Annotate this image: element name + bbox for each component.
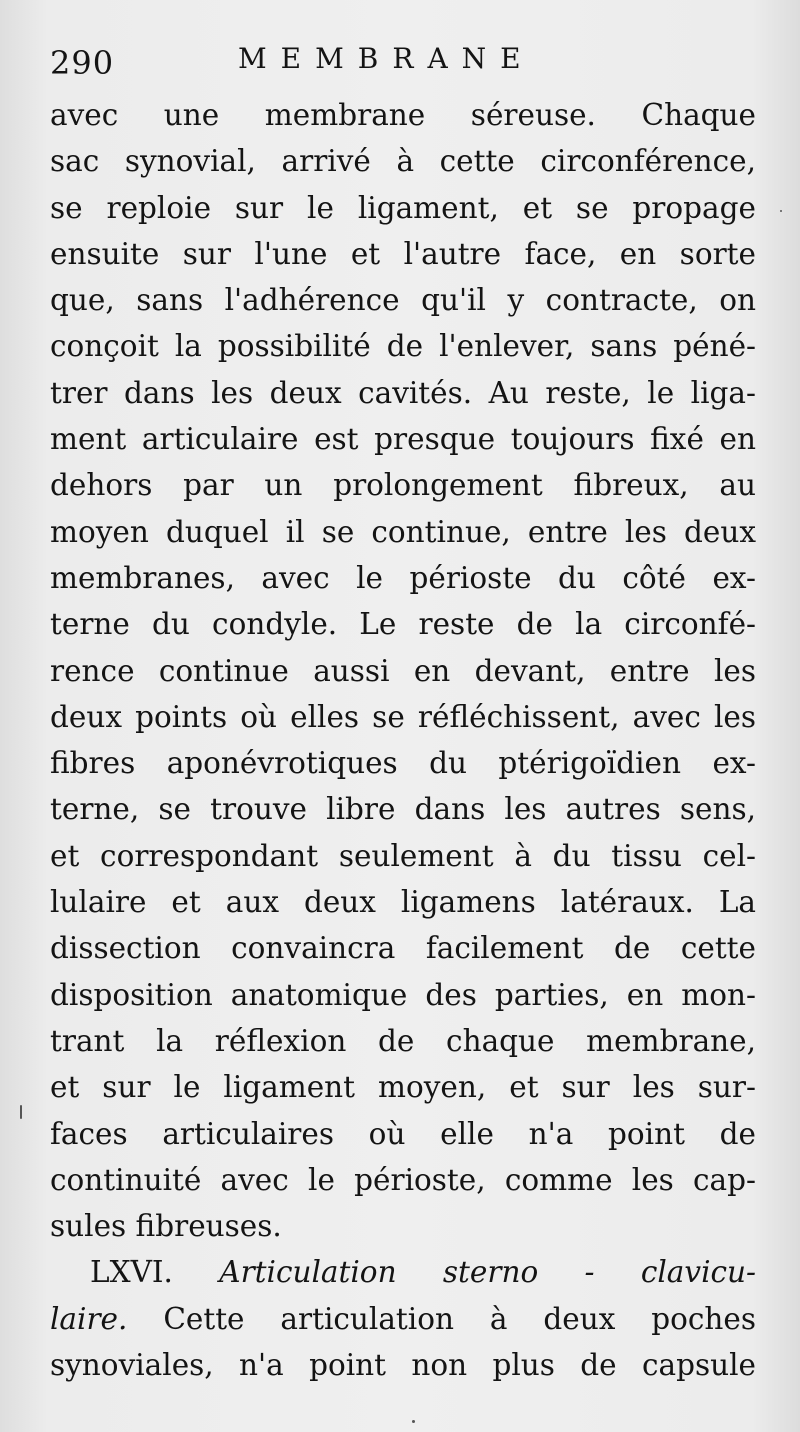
text-line: dehors par un prolongement fibreux, au (50, 468, 756, 503)
text-line: trer dans les deux cavités. Au reste, le liga- (50, 375, 756, 410)
text-line: ensuite sur l'une et l'autre face, en sorte (50, 236, 756, 271)
text-line: deux points où elles se réfléchissent, avec les (50, 699, 756, 734)
text-line: trant la réflexion de chaque membrane, (50, 1023, 756, 1058)
text-line: ment articulaire est presque toujours fixé en (50, 422, 756, 457)
text-line-paragraph-end: sules fibreuses. (50, 1209, 282, 1244)
running-title: MEMBRANE (238, 42, 535, 75)
section-title-end: laire. (50, 1301, 128, 1336)
text-line: terne du condyle. Le reste de la circonfé- (50, 607, 756, 642)
text-line: conçoit la possibilité de l'enlever, sans péné- (50, 329, 756, 364)
text-line: sac synovial, arrivé à cette circonférence, (50, 144, 756, 179)
section-title-continuation-line (50, 1296, 756, 1342)
body-text (50, 92, 756, 1388)
text-line: que, sans l'adhérence qu'il y contracte, on (50, 283, 756, 318)
text-line: lulaire et aux deux ligamens latéraux. La (50, 885, 756, 920)
section-heading-line (50, 1249, 756, 1295)
text-line: et correspondant seulement à du tissu cel- (50, 838, 756, 873)
text-line: synoviales, n'a point non plus de capsule (50, 1348, 756, 1383)
text-line: avec une membrane séreuse. Chaque (50, 98, 756, 132)
text-line: faces articulaires où elle n'a point de (50, 1116, 756, 1151)
page-header (50, 38, 770, 88)
text-line: continuité avec le périoste, comme les cap- (50, 1162, 756, 1197)
text-line: terne, se trouve libre dans les autres sens, (50, 792, 756, 827)
paper-speck (780, 210, 782, 212)
text-line: disposition anatomique des parties, en mon- (50, 977, 756, 1012)
text-line: se reploie sur le ligament, et se propage (50, 190, 756, 225)
text-line: membranes, avec le périoste du côté ex- (50, 560, 756, 595)
text-line: fibres aponévrotiques du ptérigoïdien ex- (50, 746, 756, 781)
page-number: 290 (50, 44, 115, 82)
paper-speck (20, 1105, 22, 1119)
text-line: moyen duquel il se continue, entre les deux (50, 514, 756, 549)
text-line: rence continue aussi en devant, entre les (50, 653, 756, 688)
section-title: Articulation sterno - clavicu- (219, 1255, 756, 1290)
section-number: LXVI. (90, 1255, 173, 1290)
section-text: Cette articulation à deux poches (163, 1301, 756, 1336)
text-line: et sur le ligament moyen, et sur les sur- (50, 1070, 756, 1105)
text-line: dissection convaincra facilement de cette (50, 931, 756, 966)
paper-speck (412, 1420, 415, 1423)
